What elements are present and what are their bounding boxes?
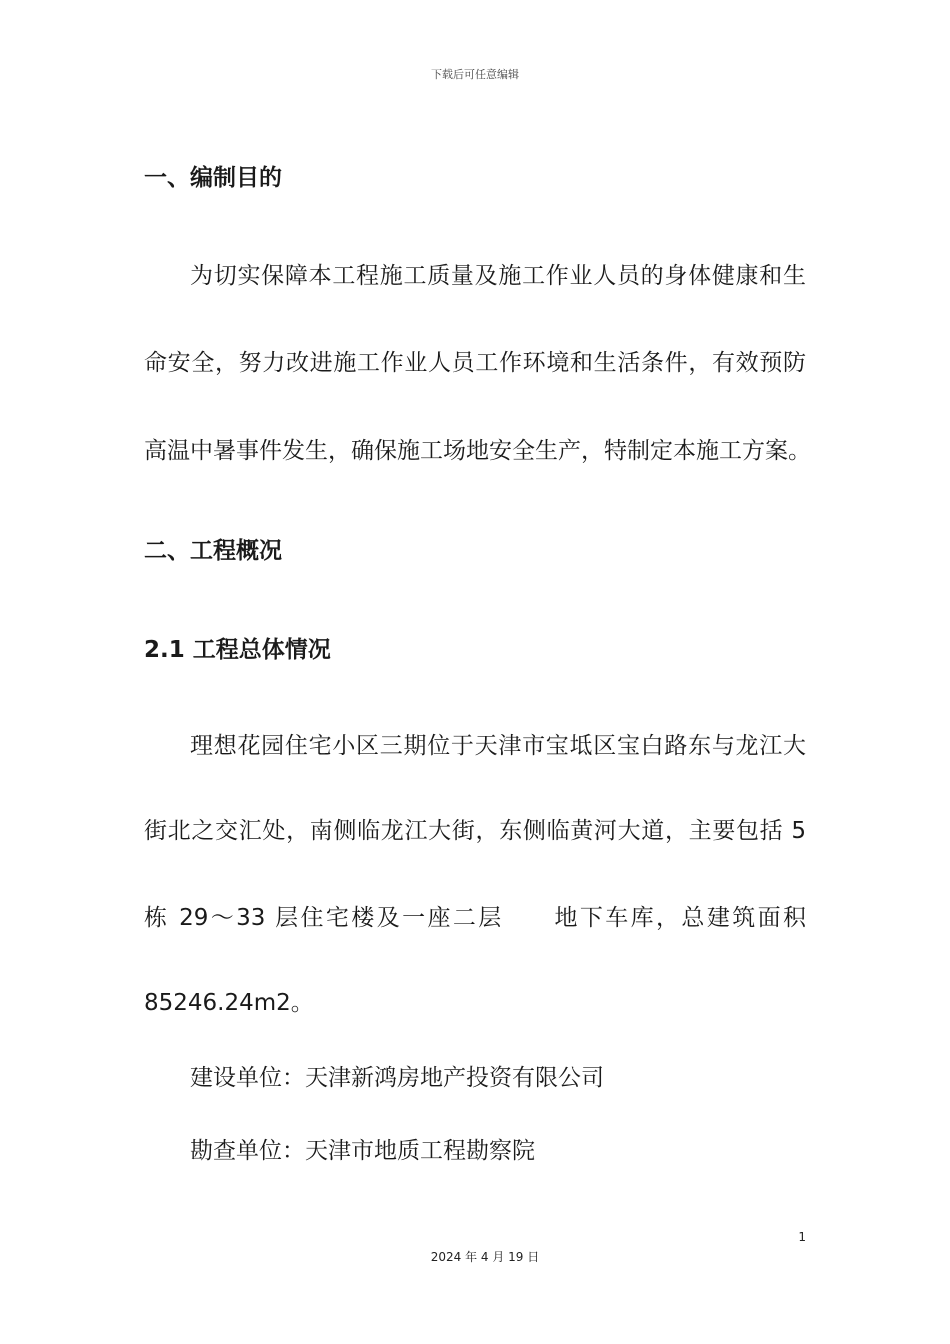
section-1-heading: 一、编制目的 — [144, 165, 282, 191]
section-2-heading: 二、工程概况 — [144, 538, 282, 564]
paragraph-2-line-4: 85246.24m2。 — [144, 990, 314, 1016]
paragraph-1-line-1: 为切实保障本工程施工质量及施工作业人员的身体健康和生 — [190, 263, 806, 289]
paragraph-2-line-3: 栋 29～33 层住宅楼及一座二层 地下车库，总建筑面积 — [144, 905, 806, 931]
footer-date: 2024 年 4 月 19 日 — [430, 1250, 540, 1264]
paragraph-1-line-2: 命安全，努力改进施工作业人员工作环境和生活条件，有效预防 — [144, 350, 806, 376]
survey-unit-field: 勘查单位：天津市地质工程勘察院 — [190, 1138, 535, 1164]
construction-unit-field: 建设单位：天津新鸿房地产投资有限公司 — [190, 1065, 604, 1091]
paragraph-1-line-3: 高温中暑事件发生，确保施工场地安全生产，特制定本施工方案。 — [144, 438, 811, 464]
paragraph-2-line-2: 街北之交汇处，南侧临龙江大街，东侧临黄河大道，主要包括 5 — [144, 818, 806, 844]
paragraph-2-line-1: 理想花园住宅小区三期位于天津市宝坻区宝白路东与龙江大 — [190, 733, 806, 759]
header-note: 下载后可任意编辑 — [431, 68, 519, 81]
subsection-2-1-heading: 2.1 工程总体情况 — [144, 637, 331, 663]
page-number: 1 — [798, 1230, 806, 1244]
